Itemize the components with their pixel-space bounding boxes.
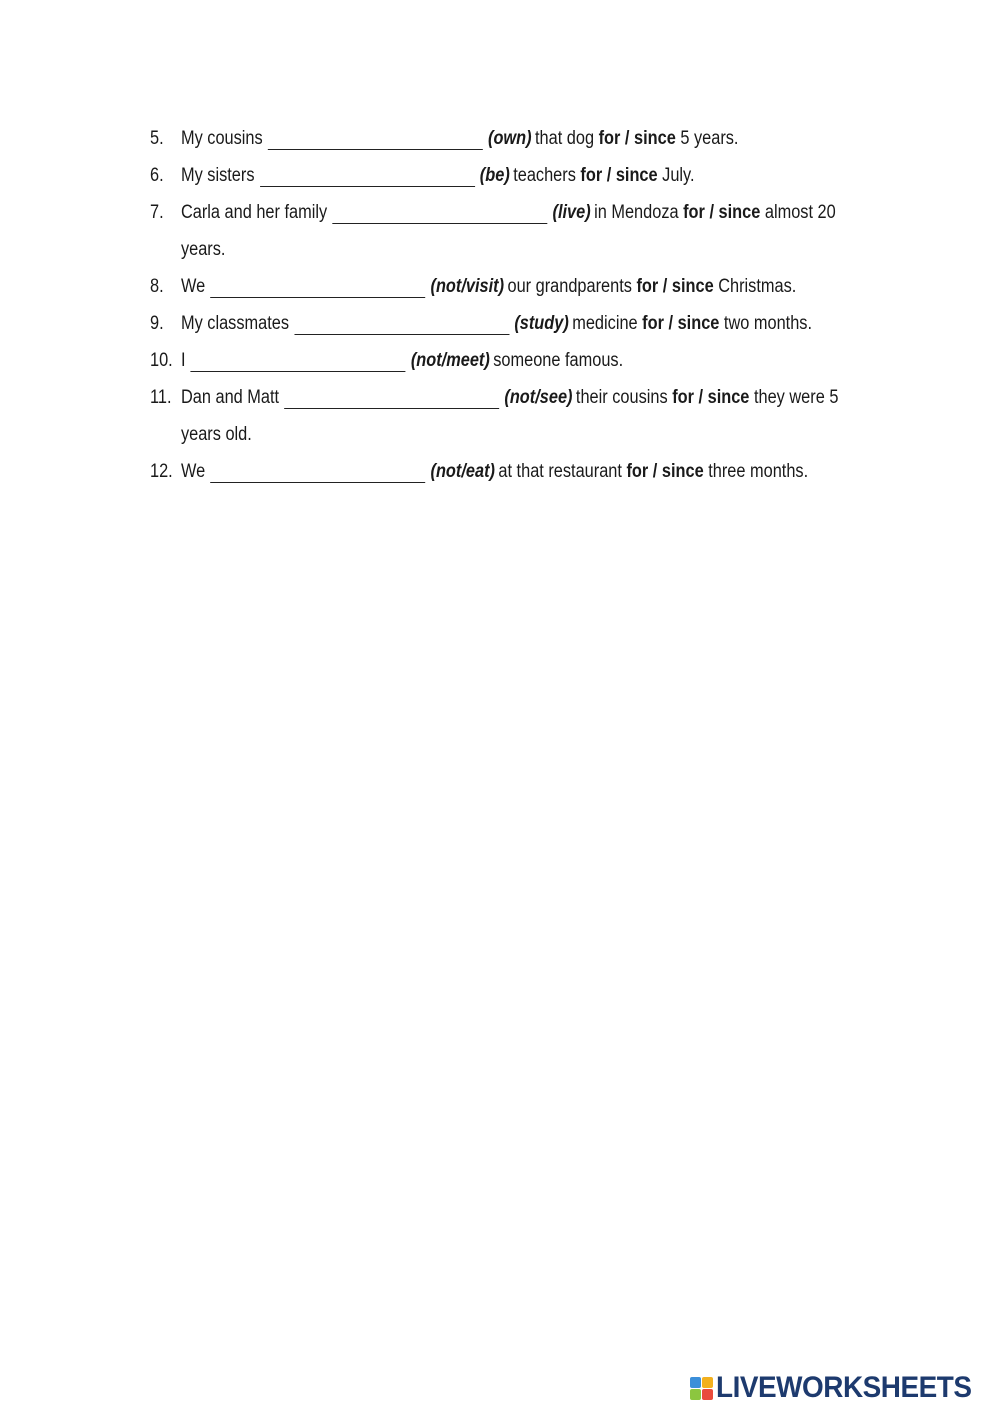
sentence-start: My sisters	[180, 165, 255, 186]
item-number: 7.	[150, 202, 164, 223]
option-slash: /	[602, 165, 616, 186]
item-text	[181, 342, 890, 379]
sentence-middle: teachers	[513, 165, 576, 186]
item-text	[181, 379, 890, 416]
sentence-start: My cousins	[180, 128, 263, 149]
option-for[interactable]: for	[642, 313, 664, 334]
sentence-middle: in Mendoza	[594, 202, 679, 223]
sentence-end: Christmas.	[718, 276, 797, 297]
answer-blank[interactable]	[210, 273, 425, 298]
verb-hint: (study)	[514, 313, 569, 334]
sentence-end: July.	[662, 165, 695, 186]
logo-tile-v	[690, 1389, 701, 1400]
list-item	[150, 379, 890, 416]
option-slash: /	[620, 128, 635, 149]
list-item	[150, 342, 890, 379]
list-item	[150, 194, 890, 231]
item-number: 12.	[150, 461, 173, 482]
sentence-end: they were 5	[753, 387, 839, 408]
sentence-middle: that dog	[535, 128, 595, 149]
sentence-end: 5 years.	[680, 128, 739, 149]
list-item	[150, 120, 890, 157]
sentence-start: We	[180, 461, 206, 482]
list-item	[150, 453, 890, 490]
sentence-middle: someone famous.	[493, 350, 624, 371]
item-number: 9.	[150, 313, 164, 334]
option-since[interactable]: since	[661, 461, 704, 482]
option-for[interactable]: for	[580, 165, 603, 186]
answer-blank[interactable]	[268, 125, 483, 150]
sentence-start: My classmates	[180, 313, 290, 334]
option-for[interactable]: for	[636, 276, 659, 297]
item-text	[181, 194, 890, 231]
sentence-start: Dan and Matt	[180, 387, 280, 408]
option-since[interactable]: since	[671, 276, 714, 297]
verb-hint: (be)	[479, 165, 510, 186]
item-text	[181, 305, 890, 342]
liveworksheets-logo	[690, 1370, 991, 1406]
sentence-middle: medicine	[572, 313, 638, 334]
sentence-end: two months.	[723, 313, 813, 334]
item-number: 11.	[150, 387, 172, 408]
continuation-text: years old.	[180, 424, 252, 445]
liveworksheets-logo-mark-icon	[690, 1377, 713, 1400]
item-number-spacer	[150, 416, 181, 453]
answer-blank[interactable]	[294, 310, 509, 335]
option-for[interactable]: for	[626, 461, 649, 482]
sentence-middle: at that restaurant	[498, 461, 622, 482]
answer-blank[interactable]	[260, 162, 475, 187]
answer-blank[interactable]	[332, 199, 547, 224]
sentence-start: I	[180, 350, 186, 371]
sentence-middle: their cousins	[575, 387, 668, 408]
list-item-continuation	[150, 231, 890, 268]
exercise-list	[150, 120, 890, 490]
logo-tile-e	[702, 1389, 713, 1400]
logo-tile-l	[690, 1377, 701, 1388]
answer-blank[interactable]	[191, 347, 406, 372]
option-since[interactable]: since	[718, 202, 761, 223]
verb-hint: (own)	[488, 128, 532, 149]
list-item	[150, 157, 890, 194]
logo-tile-i	[702, 1377, 713, 1388]
list-item	[150, 305, 890, 342]
option-since[interactable]: since	[634, 128, 676, 149]
item-text	[181, 453, 890, 490]
option-slash: /	[658, 276, 672, 297]
verb-hint: (live)	[552, 202, 591, 223]
option-slash: /	[648, 461, 662, 482]
item-number: 8.	[150, 276, 164, 297]
item-number: 6.	[150, 165, 164, 186]
answer-blank[interactable]	[210, 458, 425, 483]
option-for[interactable]: for	[598, 128, 621, 149]
verb-hint: (not/meet)	[410, 350, 490, 371]
sentence-middle: our grandparents	[507, 276, 632, 297]
sentence-end: three months.	[708, 461, 809, 482]
verb-hint: (not/eat)	[430, 461, 495, 482]
sentence-end: almost 20	[764, 202, 836, 223]
answer-blank[interactable]	[284, 384, 499, 409]
verb-hint: (not/visit)	[430, 276, 505, 297]
option-since[interactable]: since	[707, 387, 750, 408]
option-since[interactable]: since	[615, 165, 658, 186]
option-for[interactable]: for	[672, 387, 694, 408]
option-slash: /	[693, 387, 708, 408]
item-number: 10.	[150, 350, 173, 371]
sentence-start: Carla and her family	[180, 202, 328, 223]
option-for[interactable]: for	[683, 202, 705, 223]
item-text	[181, 120, 890, 157]
item-number-spacer	[150, 231, 181, 268]
sentence-start: We	[180, 276, 206, 297]
verb-hint: (not/see)	[504, 387, 573, 408]
item-text	[181, 157, 890, 194]
option-slash: /	[704, 202, 719, 223]
option-since[interactable]: since	[677, 313, 720, 334]
item-text	[181, 268, 890, 305]
option-slash: /	[663, 313, 678, 334]
item-number: 5.	[150, 128, 164, 149]
list-item-continuation	[150, 416, 890, 453]
continuation-text: years.	[180, 239, 226, 260]
logo-text: LIVEWORKSHEETS	[716, 1371, 972, 1404]
list-item	[150, 268, 890, 305]
